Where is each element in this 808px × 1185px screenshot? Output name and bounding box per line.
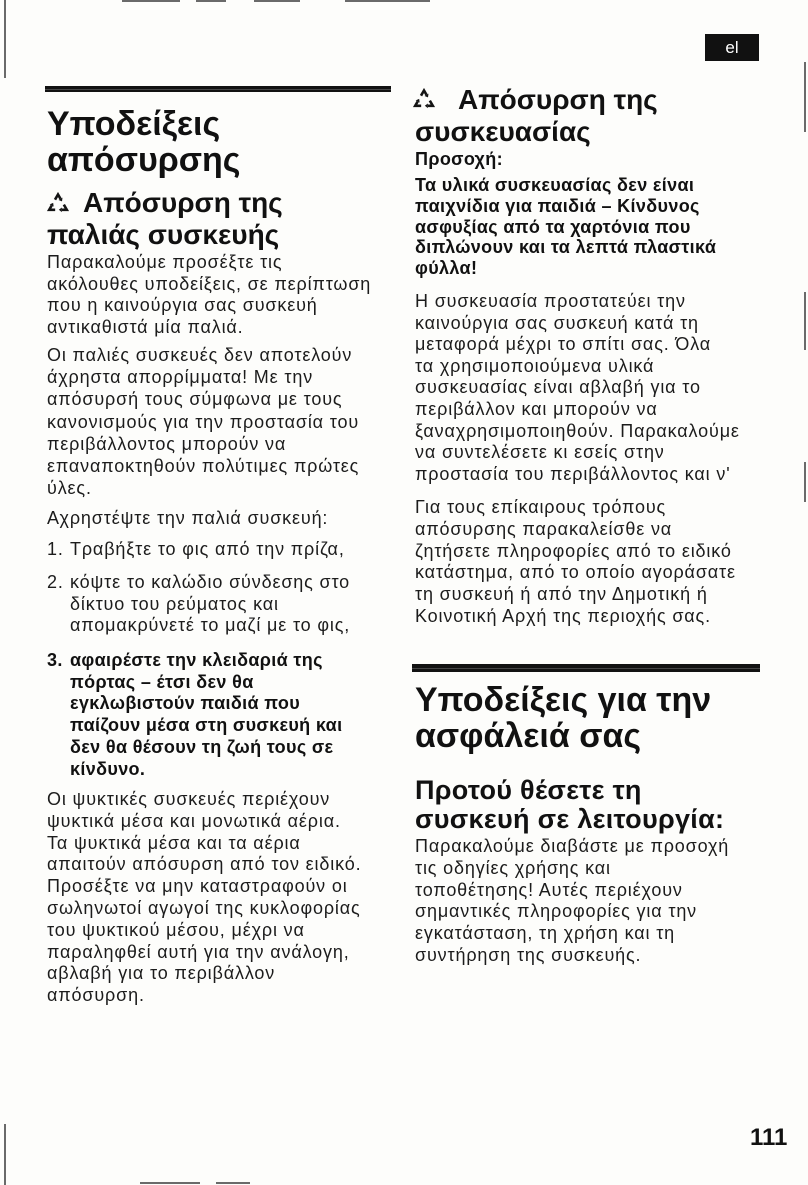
text-line: κατάστημα, από το οποίο αγοράσατε	[415, 562, 736, 583]
text-line: Τα υλικά συσκευασίας δεν είναι	[415, 175, 695, 195]
scan-edge-mark	[254, 0, 300, 2]
text-line: απόσυρση.	[47, 985, 145, 1006]
heading-line: συσκευασίας	[415, 116, 591, 147]
scan-edge-mark	[216, 1182, 250, 1184]
text-line: απαιτούν απόσυρση από τον ειδικό.	[47, 854, 362, 875]
packaging-description	[415, 291, 740, 485]
step-line: παίζουν μέσα στη συσκευή και	[70, 715, 343, 736]
text-line: παιχνίδια για παιδιά – Κίνδυνος	[415, 195, 700, 216]
step-line: κόψτε το καλώδιο σύνδεσης στο	[70, 572, 351, 592]
recycle-icon	[413, 88, 435, 110]
text-line: αντικαθιστά μία παλιά.	[47, 317, 244, 338]
text-line: κανονισμούς για την προστασία του	[47, 411, 360, 432]
heading-line: συσκευή σε λειτουργία:	[415, 804, 725, 834]
step-1	[47, 539, 345, 561]
text-line: σωληνωτοί αγωγοί της κυκλοφορίας	[47, 897, 361, 918]
text-line: Τα ψυκτικά μέσα και τα αέρια	[47, 832, 301, 853]
text-line: ζητήσετε πληροφορίες από το ειδικό	[415, 540, 732, 561]
caution-label: Προσοχή:	[415, 149, 503, 169]
title-line: απόσυρσης	[47, 141, 241, 179]
step-line: αφαιρέστε την κλειδαριά της	[70, 650, 323, 670]
text-line: τοποθέτησης! Αυτές περιέχουν	[415, 879, 683, 900]
step-line: εγκλωβιστούν παιδιά που	[70, 693, 301, 714]
step-line: δεν θα θέσουν τη ζωή τους σε	[70, 736, 334, 757]
text-line: παραληφθεί αυτή για την ανάλογη,	[47, 941, 350, 962]
step-line: κίνδυνο.	[70, 758, 146, 779]
step-number: 3.	[47, 650, 63, 670]
heading-line: παλιάς συσκευής	[47, 219, 280, 250]
scan-edge-mark	[804, 462, 806, 502]
text-line: ύλες.	[47, 478, 92, 499]
text-line: Προσέξτε να μην καταστραφούν οι	[47, 876, 348, 897]
step-number: 1.	[47, 539, 64, 559]
text-line: απόσυρσή τους σύμφωνα με τους	[47, 389, 343, 410]
text-line: του ψυκτικού μέσου, μέχρι να	[47, 919, 305, 940]
title-line: ασφάλειά σας	[415, 717, 642, 755]
text-line: μεταφορά μέχρι το σπίτι σας. Όλα	[415, 334, 712, 355]
text-line: τις οδηγίες χρήσης και	[415, 857, 611, 878]
text-line: προστασία του περιβάλλοντος και ν'	[415, 463, 731, 484]
text-line: Κοινοτική Αρχή της περιοχής σας.	[415, 605, 711, 626]
old-appliance-heading	[47, 187, 283, 251]
text-line: συσκευασίας είναι αβλαβή για το	[415, 377, 701, 398]
text-line: εγκατάσταση, τη χρήση και τη	[415, 923, 676, 944]
warning-paragraph	[415, 175, 716, 279]
text-line: επαναποκτηθούν πολύτιμες πρώτες	[47, 456, 360, 477]
heading-line: Απόσυρση της	[458, 84, 658, 115]
value-paragraph	[47, 344, 359, 499]
step-text	[70, 539, 345, 561]
text-line: ξαναχρησιμοποιηθούν. Παρακαλούμε	[415, 420, 740, 441]
section-rule	[412, 664, 760, 672]
text-line: Οι παλιές συσκευές δεν αποτελούν	[47, 345, 353, 365]
text-line: σημαντικές πληροφορίες για την	[415, 901, 698, 922]
heading-line: Απόσυρση της	[83, 187, 283, 218]
text-line: ακόλουθες υποδείξεις, σε περίπτωση	[47, 273, 372, 294]
step-line: απομακρύνετέ το μαζί με το φις,	[70, 615, 351, 636]
before-operation-heading	[415, 776, 724, 834]
scan-edge-mark	[345, 0, 430, 2]
text-line: αβλαβή για το περιβάλλον	[47, 963, 276, 984]
section-rule	[45, 86, 391, 92]
scan-edge-mark	[196, 0, 226, 2]
text-line: απόσυρσης παρακαλείσθε να	[415, 518, 673, 539]
disposal-info-paragraph	[415, 497, 736, 628]
text-line: περιβάλλον και μπορούν να	[415, 398, 658, 419]
recycle-icon	[47, 192, 69, 214]
intro-paragraph	[47, 252, 371, 339]
step-3	[47, 650, 342, 780]
text-line: Για τους επίκαιρους τρόπους	[415, 497, 667, 517]
text-line: καινούργια σας συσκευή κατά τη	[415, 312, 699, 333]
text-line: φύλλα!	[415, 258, 478, 279]
language-badge: el	[705, 34, 759, 61]
text-line: Η συσκευασία προστατεύει την	[415, 291, 686, 311]
step-text	[70, 572, 350, 637]
text-line: περιβάλλοντος μπορούν να	[47, 433, 287, 454]
step-number: 2.	[47, 572, 64, 592]
text-line: διπλώνουν και τα λεπτά πλαστικά	[415, 237, 717, 258]
title-line: Υποδείξεις για την	[415, 681, 712, 719]
text-line: ασφυξίας από τα χαρτόνια που	[415, 216, 691, 237]
text-line: ψυκτικά μέσα και μονωτικά αέρια.	[47, 810, 341, 831]
refrigerant-paragraph	[47, 789, 361, 1007]
disposal-title	[47, 106, 241, 178]
scan-edge-mark	[804, 292, 806, 350]
step-line: δίκτυο του ρεύματος και	[70, 593, 279, 614]
heading-line: Προτού θέσετε τη	[415, 775, 642, 805]
safety-intro-paragraph	[415, 836, 729, 967]
page-number: 111	[750, 1124, 788, 1151]
text-line: να συντελέσετε κι εσείς στην	[415, 442, 665, 463]
safety-title	[415, 682, 711, 754]
text-line: Οι ψυκτικές συσκευές περιέχουν	[47, 789, 331, 809]
text-line: που η καινούργια σας συσκευή	[47, 295, 318, 316]
step-text	[70, 650, 342, 780]
step-line: πόρτας – έτσι δεν θα	[70, 671, 254, 692]
scan-edge-mark	[122, 0, 180, 2]
text-line: Παρακαλούμε διαβάστε με προσοχή	[415, 836, 730, 856]
packaging-heading	[415, 84, 658, 148]
scan-edge-mark	[4, 1124, 6, 1185]
step-2	[47, 572, 350, 637]
scan-edge-mark	[804, 62, 806, 132]
scan-edge-mark	[4, 0, 6, 78]
text-line: Παρακαλούμε προσέξτε τις	[47, 252, 283, 272]
instruction-text: Αχρηστέψτε την παλιά συσκευή:	[47, 508, 329, 528]
text-line: συντήρηση της συσκευής.	[415, 944, 642, 965]
scan-edge-mark	[140, 1182, 200, 1184]
text-line: άχρηστα απορρίμματα! Με την	[47, 367, 314, 388]
step-line: Τραβήξτε το φις από την πρίζα,	[70, 539, 345, 559]
text-line: τα χρησιμοποιούμενα υλικά	[415, 355, 655, 376]
title-line: Υποδείξεις	[47, 105, 221, 143]
text-line: τη συσκευή ή από την Δημοτική ή	[415, 584, 708, 605]
